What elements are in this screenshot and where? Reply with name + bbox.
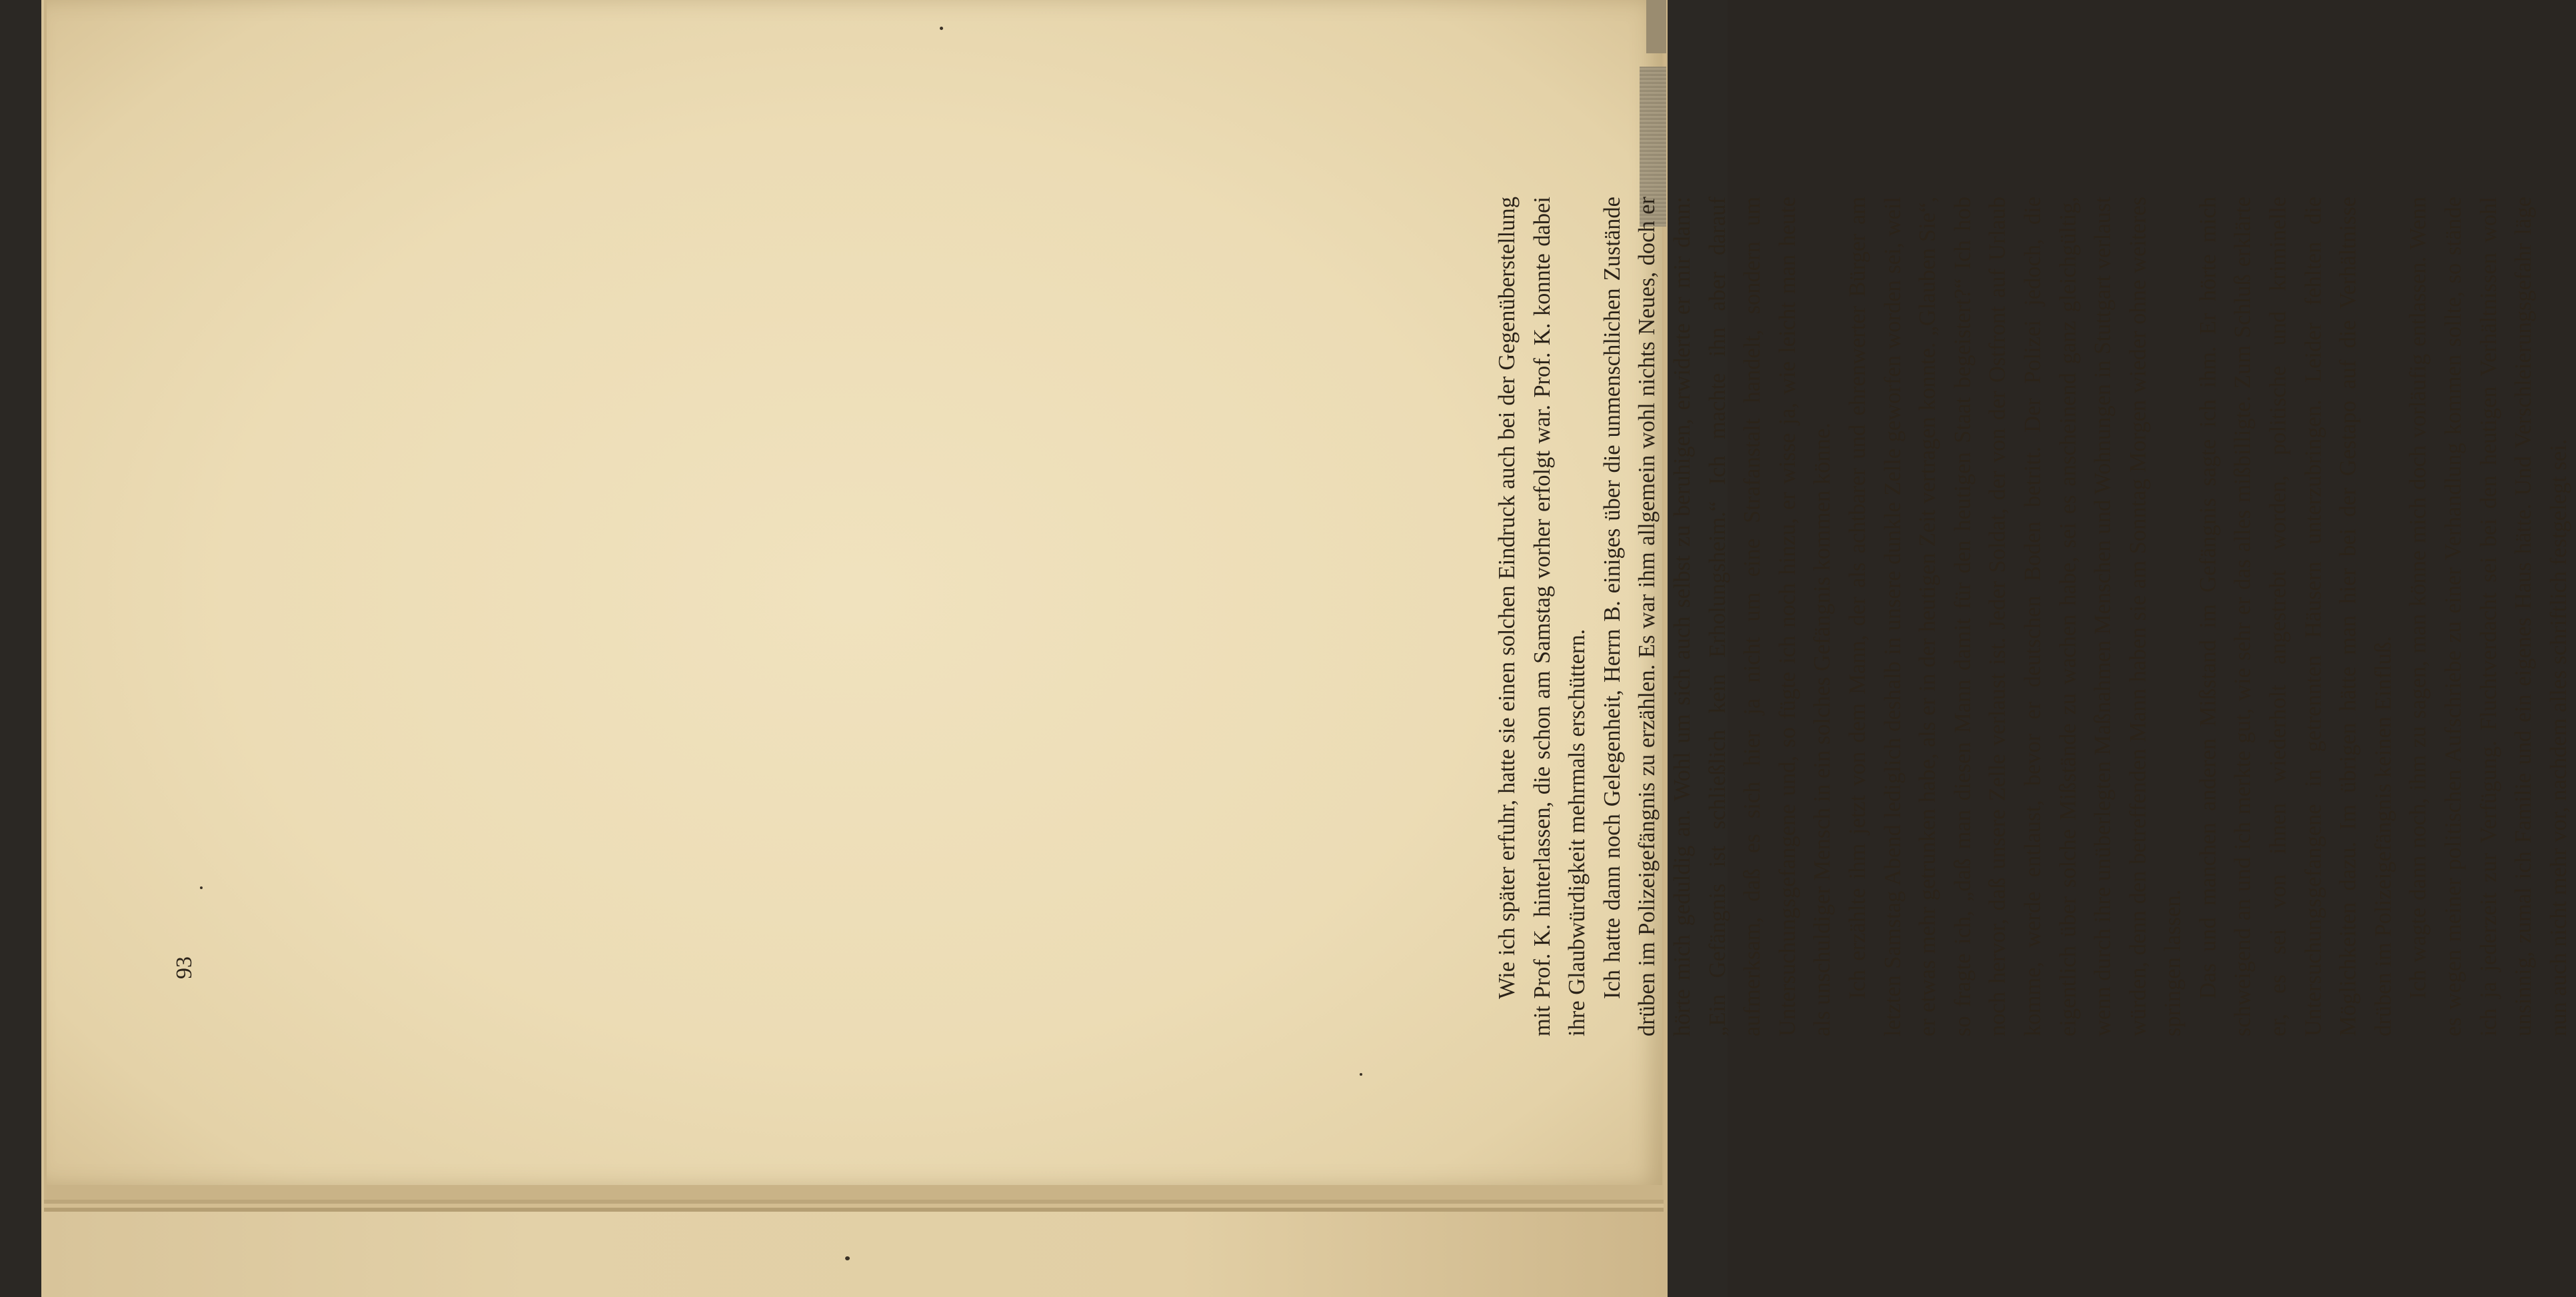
paragraph: Ich erzählte ihm jetzt von dem Mann, der als achtbarer und ehrenwerter Bürger am letzten Samstag Abend lediglich deshalb in unsere dunkle Zelle geworfen worden sei, weil er etwas mehr getrunken habe, als er in der heutigen Zeit vertragen konnte. „Glauben Sie“, so fragte ich, „daß man diesen Mann damit für den heutigen Staat begeistert?“ Ich hob noch hervor, daß unsere Zelle verlaust ist. Jeder Soldat, der von der Ostfront auf Urlaub komme, werde entlaust, bevor er deutschen Boden betritt. Der Polizei jedoch, die eigentlich über solche Mißstände zu wachen habe, sei es anscheinend ganz gleichgültig, wenn durch ihre unüberlegten Maßnahmen Menschen und Wohnungen in Stuttgart verlaust würden, denn den betreffenden Mann haben sie am Sonntag Morgen wieder ohne weiteres springen lassen. bbox=[1844, 197, 2186, 1036]
book-page bbox=[47, 0, 1662, 1185]
page-text-block bbox=[1490, 197, 2576, 1036]
paper-speck bbox=[845, 1256, 850, 1260]
page-number: 93 bbox=[172, 956, 197, 979]
binding-top bbox=[1646, 0, 1666, 53]
paragraph: Ich hatte dann noch Gelegenheit, Herrn B. einiges über die unmenschlichen Zustände drüben im Polizeigefängnis zu erzählen. Es war ihm allgemein wohl nichts Neues, doch er hörte mich geduldig an. Wohl um sich auch selbst zu beruhigen, erwiderte er mir dann: „Ein Gefängnis ist schließlich kein Erholungsheim.“ Ich machte ihn aber darauf aufmerksam, daß es sich hier ja nicht um eine Strafanstalt handelt, sondern um Untersuchungsgefangene und, so fügte ich noch hinzu, er wisse ja, wie leicht man heute als unschuldiger Mensch in ein solches Gefängnis kommen könne. bbox=[1599, 197, 1836, 1036]
paper-speck bbox=[200, 886, 203, 889]
paper-speck bbox=[940, 27, 943, 30]
paper-speck bbox=[1360, 1073, 1362, 1076]
paragraph: Ich wagte dann noch, ihm zu sagen, man könne mich doch vorläufig entlassen. Wenn es wegen meiner politischen Aufschriebe zu einer Verhandlung kommen sollte, so stände ich ja jederzeit zur Verfügung. Fluchtverdacht sei bei den heutigen Verhältnissen wohl unsinnig, zumal ich Familie und ein eigenes Haus hätte. Und Verschleierungsgefahr läge nun auch nicht mehr vor, nachdem alles schriftlich festgelegt sei. bbox=[2405, 197, 2571, 1036]
paragraph: Das und manchen anderen Mißstand im Gefängnis sagte ich ihm. Er hörte mich schweigend an und ich merkte gut, wie sehr er das alles mißbilligte. Zum Schluß erklärte er, es sei von ihnen wiederholt angestrebt worden, politische und kriminelle Untersuchungsgefangene in getrennten Häusern unterzubringen. Leider fehlten die Möglichkeiten dazu. Im übrigen hätte man hier bei der Gestapo auf die Verhältnisse drüben im Polizeigefängnis keinen Einfluß. bbox=[2195, 197, 2396, 1036]
paragraph: Wie ich später erfuhr, hatte sie einen solchen Eindruck auch bei der Gegenüberstellung mit Prof. K. hinterlassen, die schon am Samstag vorher erfolgt war. Prof. K. konnte dabei ihre Glaubwürdigkeit mehrmals erschüttern. bbox=[1494, 197, 1590, 1036]
